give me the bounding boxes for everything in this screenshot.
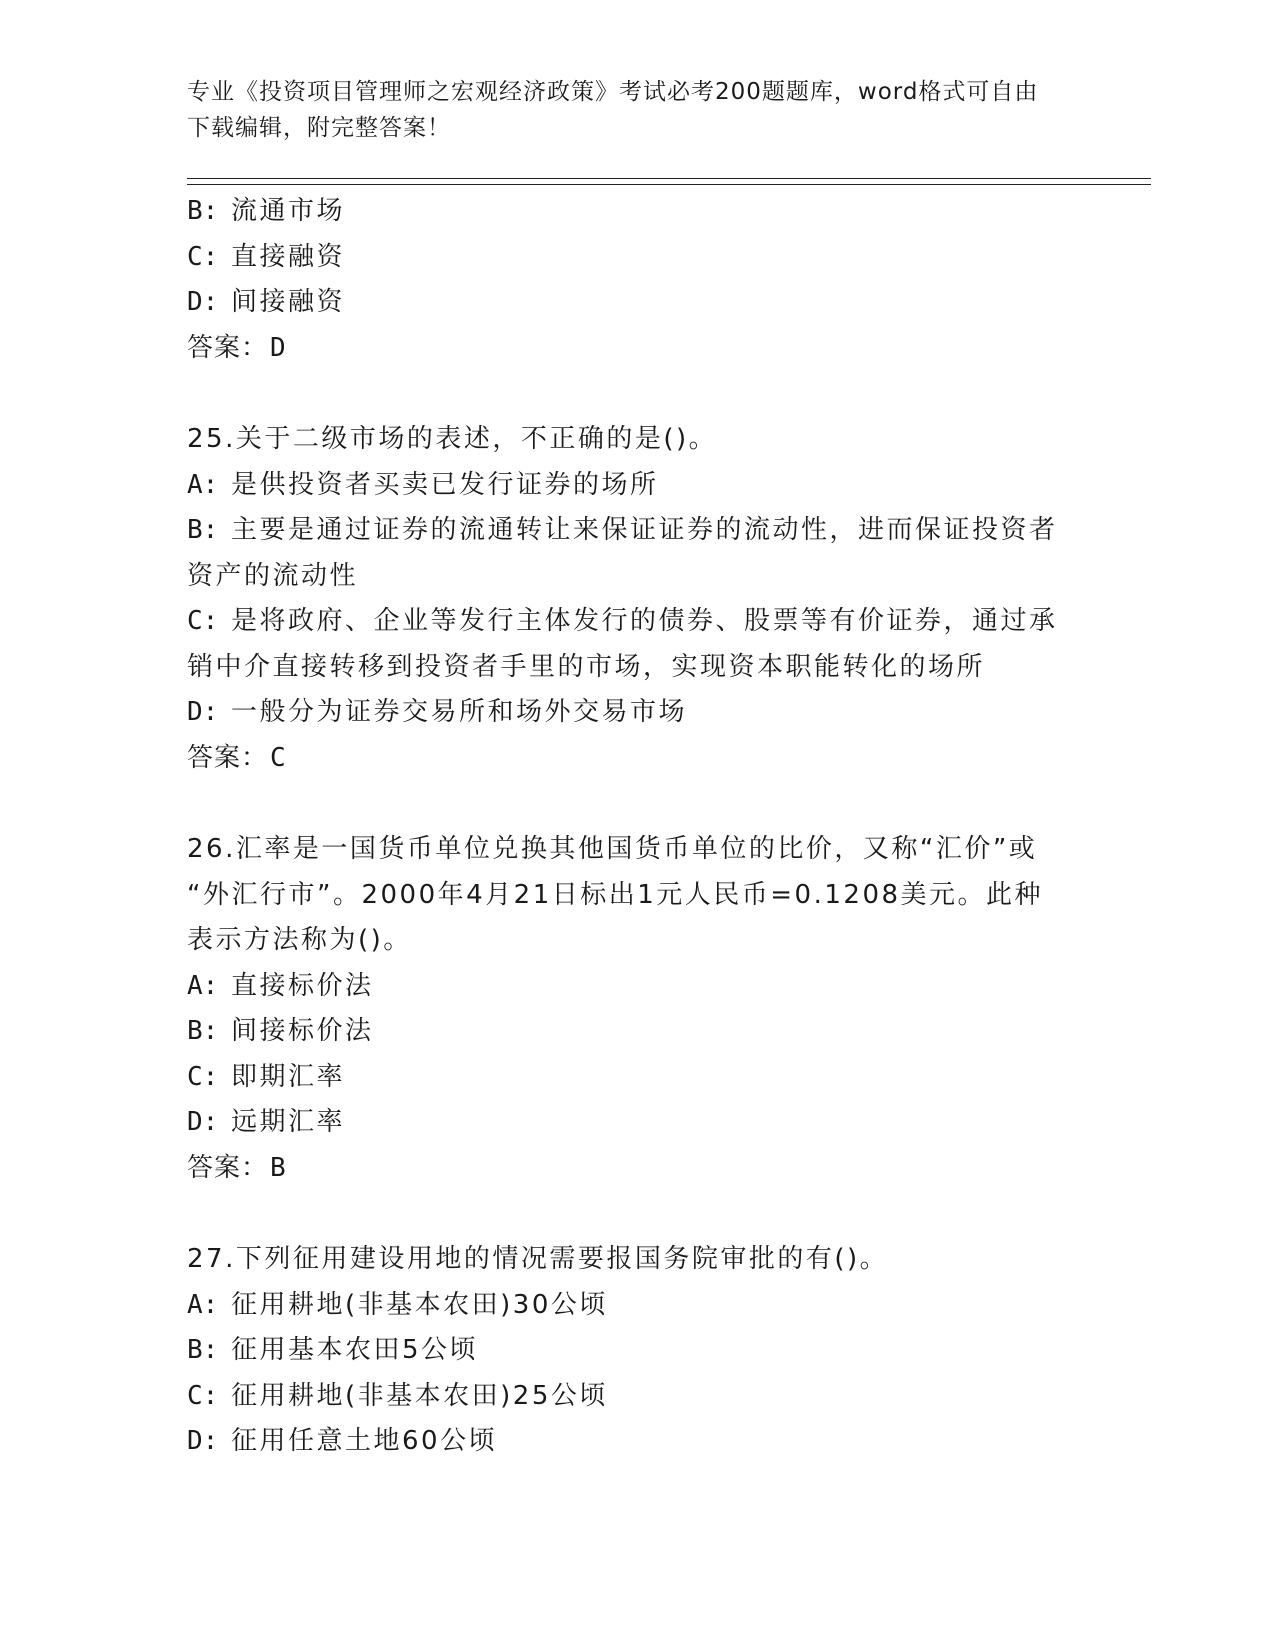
answer-line: 答案：C [187,742,287,773]
header-line-1: 专业《投资项目管理师之宏观经济政策》考试必考200题题库，word格式可自由 [187,79,1039,105]
header-divider-bottom [187,184,1151,185]
option-c: C: 即期汇率 [187,1061,346,1092]
header-line-2: 下载编辑，附完整答案！ [187,115,451,141]
prev-question [187,189,1087,371]
option-d: D: 间接融资 [187,287,346,317]
option-d: D: 征用任意土地60公顷 [187,1426,498,1456]
option-c: C: 征用耕地(非基本农田)25公顷 [187,1380,608,1411]
option-b-continued: 资产的流动性 [187,560,359,591]
question-stem-continued: “外汇行市”。2000年4月21日标出1元人民币=0.1208美元。此种 [187,879,1044,910]
option-a: A: 征用耕地(非基本农田)30公顷 [187,1289,608,1320]
option-b: B: 流通市场 [187,196,346,226]
question-26 [187,827,1087,1191]
header-divider-top [187,178,1151,179]
option-a: A: 直接标价法 [187,970,374,1001]
option-d: D: 一般分为证券交易所和场外交易市场 [187,697,688,727]
answer-line: 答案：B [187,1152,287,1183]
option-b: B: 主要是通过证券的流通转让来保证证券的流动性，进而保证投资者 [187,515,1058,545]
option-b: B: 征用基本农田5公顷 [187,1335,479,1365]
question-stem-continued: 表示方法称为()。 [187,925,412,955]
question-stem: 25.关于二级市场的表述，不正确的是()。 [187,424,718,454]
option-c: C: 直接融资 [187,241,346,272]
document-body [187,189,1087,1465]
option-d: D: 远期汇率 [187,1107,346,1137]
question-stem: 27.下列征用建设用地的情况需要报国务院审批的有()。 [187,1244,889,1274]
document-header [187,74,1087,146]
option-c-continued: 销中介直接转移到投资者手里的市场，实现资本职能转化的场所 [187,651,986,682]
question-stem: 26.汇率是一国货币单位兑换其他国货币单位的比价，又称“汇价”或 [187,834,1038,864]
option-a: A: 是供投资者买卖已发行证券的场所 [187,469,659,500]
option-b: B: 间接标价法 [187,1016,374,1046]
answer-line: 答案：D [187,332,287,363]
option-c: C: 是将政府、企业等发行主体发行的债券、股票等有价证券，通过承 [187,606,1058,636]
question-25 [187,417,1087,781]
question-27 [187,1237,1087,1465]
